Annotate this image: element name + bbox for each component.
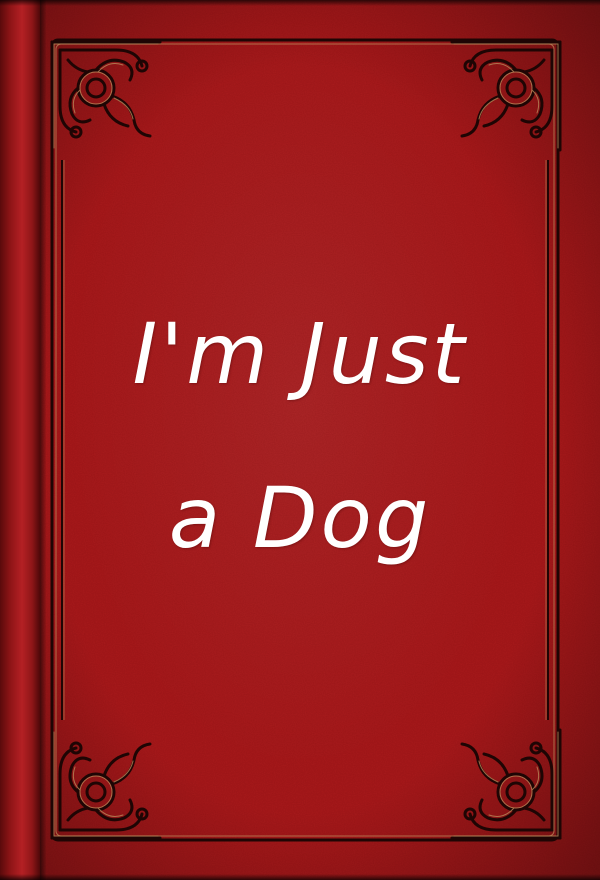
book-title-line-1: I'm Just	[132, 305, 468, 403]
book-title-line-2: a Dog	[168, 469, 432, 567]
filigree-corner-icon	[446, 724, 566, 844]
book-title	[60, 272, 540, 600]
filigree-corner-icon	[46, 724, 166, 844]
filigree-corner-icon	[46, 36, 166, 156]
filigree-corner-icon	[446, 36, 566, 156]
